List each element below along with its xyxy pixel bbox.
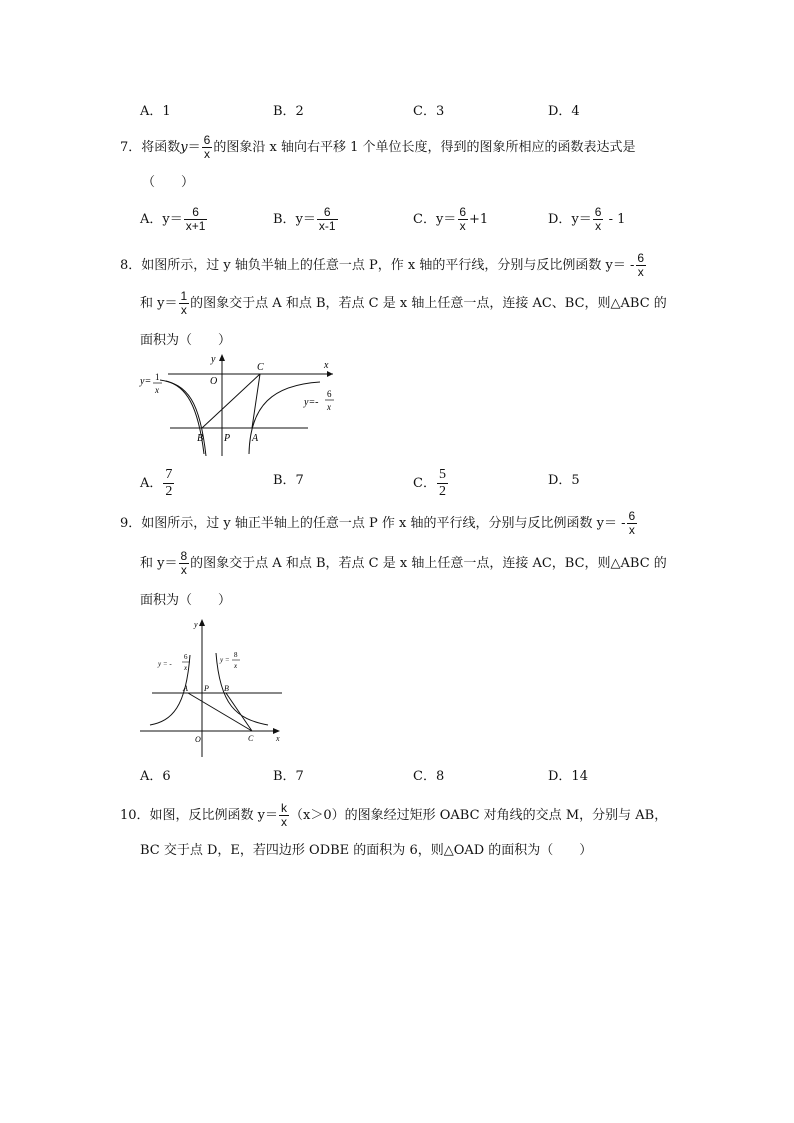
q8-fig-right-num: 6	[327, 389, 332, 399]
q7-option-c: C．y＝ $\frac{6}{x}$ +1	[413, 205, 489, 233]
q7-option-a: A．y＝ $\frac{6}{x+1}$	[140, 205, 206, 233]
q8-stem-line3: 面积为（ ）	[140, 333, 232, 348]
q8-options	[0, 465, 794, 499]
q9-option-d: D．14	[548, 769, 588, 784]
q9-fig-left-den: x	[184, 664, 188, 672]
q9-option-b: B．7	[273, 769, 304, 784]
q6-option-b: B．2	[273, 104, 304, 119]
q8-fig-label-x: x	[324, 360, 329, 371]
q10-stem-line2: BC 交于点 D，E，若四边形 ODBE 的面积为 6，则△OAD 的面积为（ ）	[140, 843, 593, 858]
q9-fig-left-eq: y = -	[158, 660, 172, 668]
q6-options	[0, 102, 794, 126]
q9-stem-line1: 9．如图所示，过 y 轴正半轴上的任意一点 P 作 x 轴的平行线，分别与反比例函数 y＝ - $\frac{6}{x}$	[120, 509, 636, 537]
q6-option-a: A．1	[140, 104, 171, 119]
q9-option-a: A．6	[140, 769, 171, 784]
q9-fig-label-a: A	[183, 684, 188, 693]
q9-fig-right-den: x	[234, 662, 238, 670]
q7-options	[0, 205, 794, 233]
q8-option-a: A． $\frac{7}{2}$	[140, 467, 173, 499]
q9-options	[0, 767, 794, 791]
q8-fig-right-eq: y=-	[304, 397, 319, 408]
q7-fraction: $\frac{6}{x}$	[203, 133, 211, 161]
q8-option-c: C． $\frac{5}{2}$	[413, 467, 446, 499]
q6-option-c: C．3	[413, 104, 445, 119]
q9-figure	[138, 615, 288, 760]
q9-stem-line3: 面积为（ ）	[140, 593, 232, 608]
q9-option-c: C．8	[413, 769, 445, 784]
q7-answer-bracket: （ ）	[142, 175, 195, 190]
q8-fig-left-eq: y=	[140, 376, 152, 387]
q6-option-d: D．4	[548, 104, 580, 119]
q8-fig-label-p: P	[224, 433, 231, 444]
q9-fig-label-b: B	[224, 684, 229, 693]
q8-fig-label-c: C	[257, 362, 264, 373]
q7-option-b: B．y＝ $\frac{6}{x-1}$	[273, 205, 336, 233]
q9-fig-label-c: C	[248, 734, 254, 743]
q9-fig-label-p: P	[204, 684, 209, 693]
q8-stem-line1: 8．如图所示，过 y 轴负半轴上的任意一点 P，作 x 轴的平行线，分别与反比例函数 y＝ - $\frac{6}{x}$	[120, 251, 645, 279]
q8-stem-line2: 和 y＝ $\frac{1}{x}$ 的图象交于点 A 和点 B，若点 C 是 x 轴上任意一点，连接 AC、BC，则△ABC 的	[140, 289, 667, 317]
q8-option-b: B．7	[273, 473, 304, 488]
q9-fig-left-num: 6	[184, 653, 188, 661]
q8-fig-label-b: B	[197, 433, 204, 444]
q8-fig-label-a: A	[252, 433, 259, 444]
q8-fig-label-y: y	[211, 354, 216, 365]
q8-option-d: D．5	[548, 473, 580, 488]
q8-fig-left-num: 1	[155, 372, 160, 382]
q10-stem-line1: 10．如图，反比例函数 y＝ $\frac{k}{x}$ （x＞0）的图象经过矩形 OABC 对角线的交点 M，分别与 AB，	[120, 801, 668, 829]
q9-fig-label-y: y	[194, 620, 198, 629]
q9-fig-right-eq: y =	[220, 656, 230, 664]
q8-fig-label-o: O	[210, 376, 218, 387]
q9-fig-right-num: 8	[234, 651, 238, 659]
q8-figure	[138, 350, 338, 460]
q9-stem-line2: 和 y＝ $\frac{8}{x}$ 的图象交于点 A 和点 B，若点 C 是 x 轴上任意一点，连接 AC，BC，则△ABC 的	[140, 549, 667, 577]
q8-fig-right-den: x	[327, 402, 331, 412]
q9-fig-label-x: x	[276, 734, 280, 743]
q7-option-d: D．y＝ $\frac{6}{x}$ - 1	[548, 205, 626, 233]
q7-stem: 7．将函数y＝ $\frac{6}{x}$ 的图象沿 x 轴向右平移 1 个单位长度，得到的图象所相应的函数表达式是	[120, 133, 636, 161]
q8-fig-left-den: x	[155, 385, 159, 395]
q9-fig-label-o: O	[195, 735, 201, 744]
